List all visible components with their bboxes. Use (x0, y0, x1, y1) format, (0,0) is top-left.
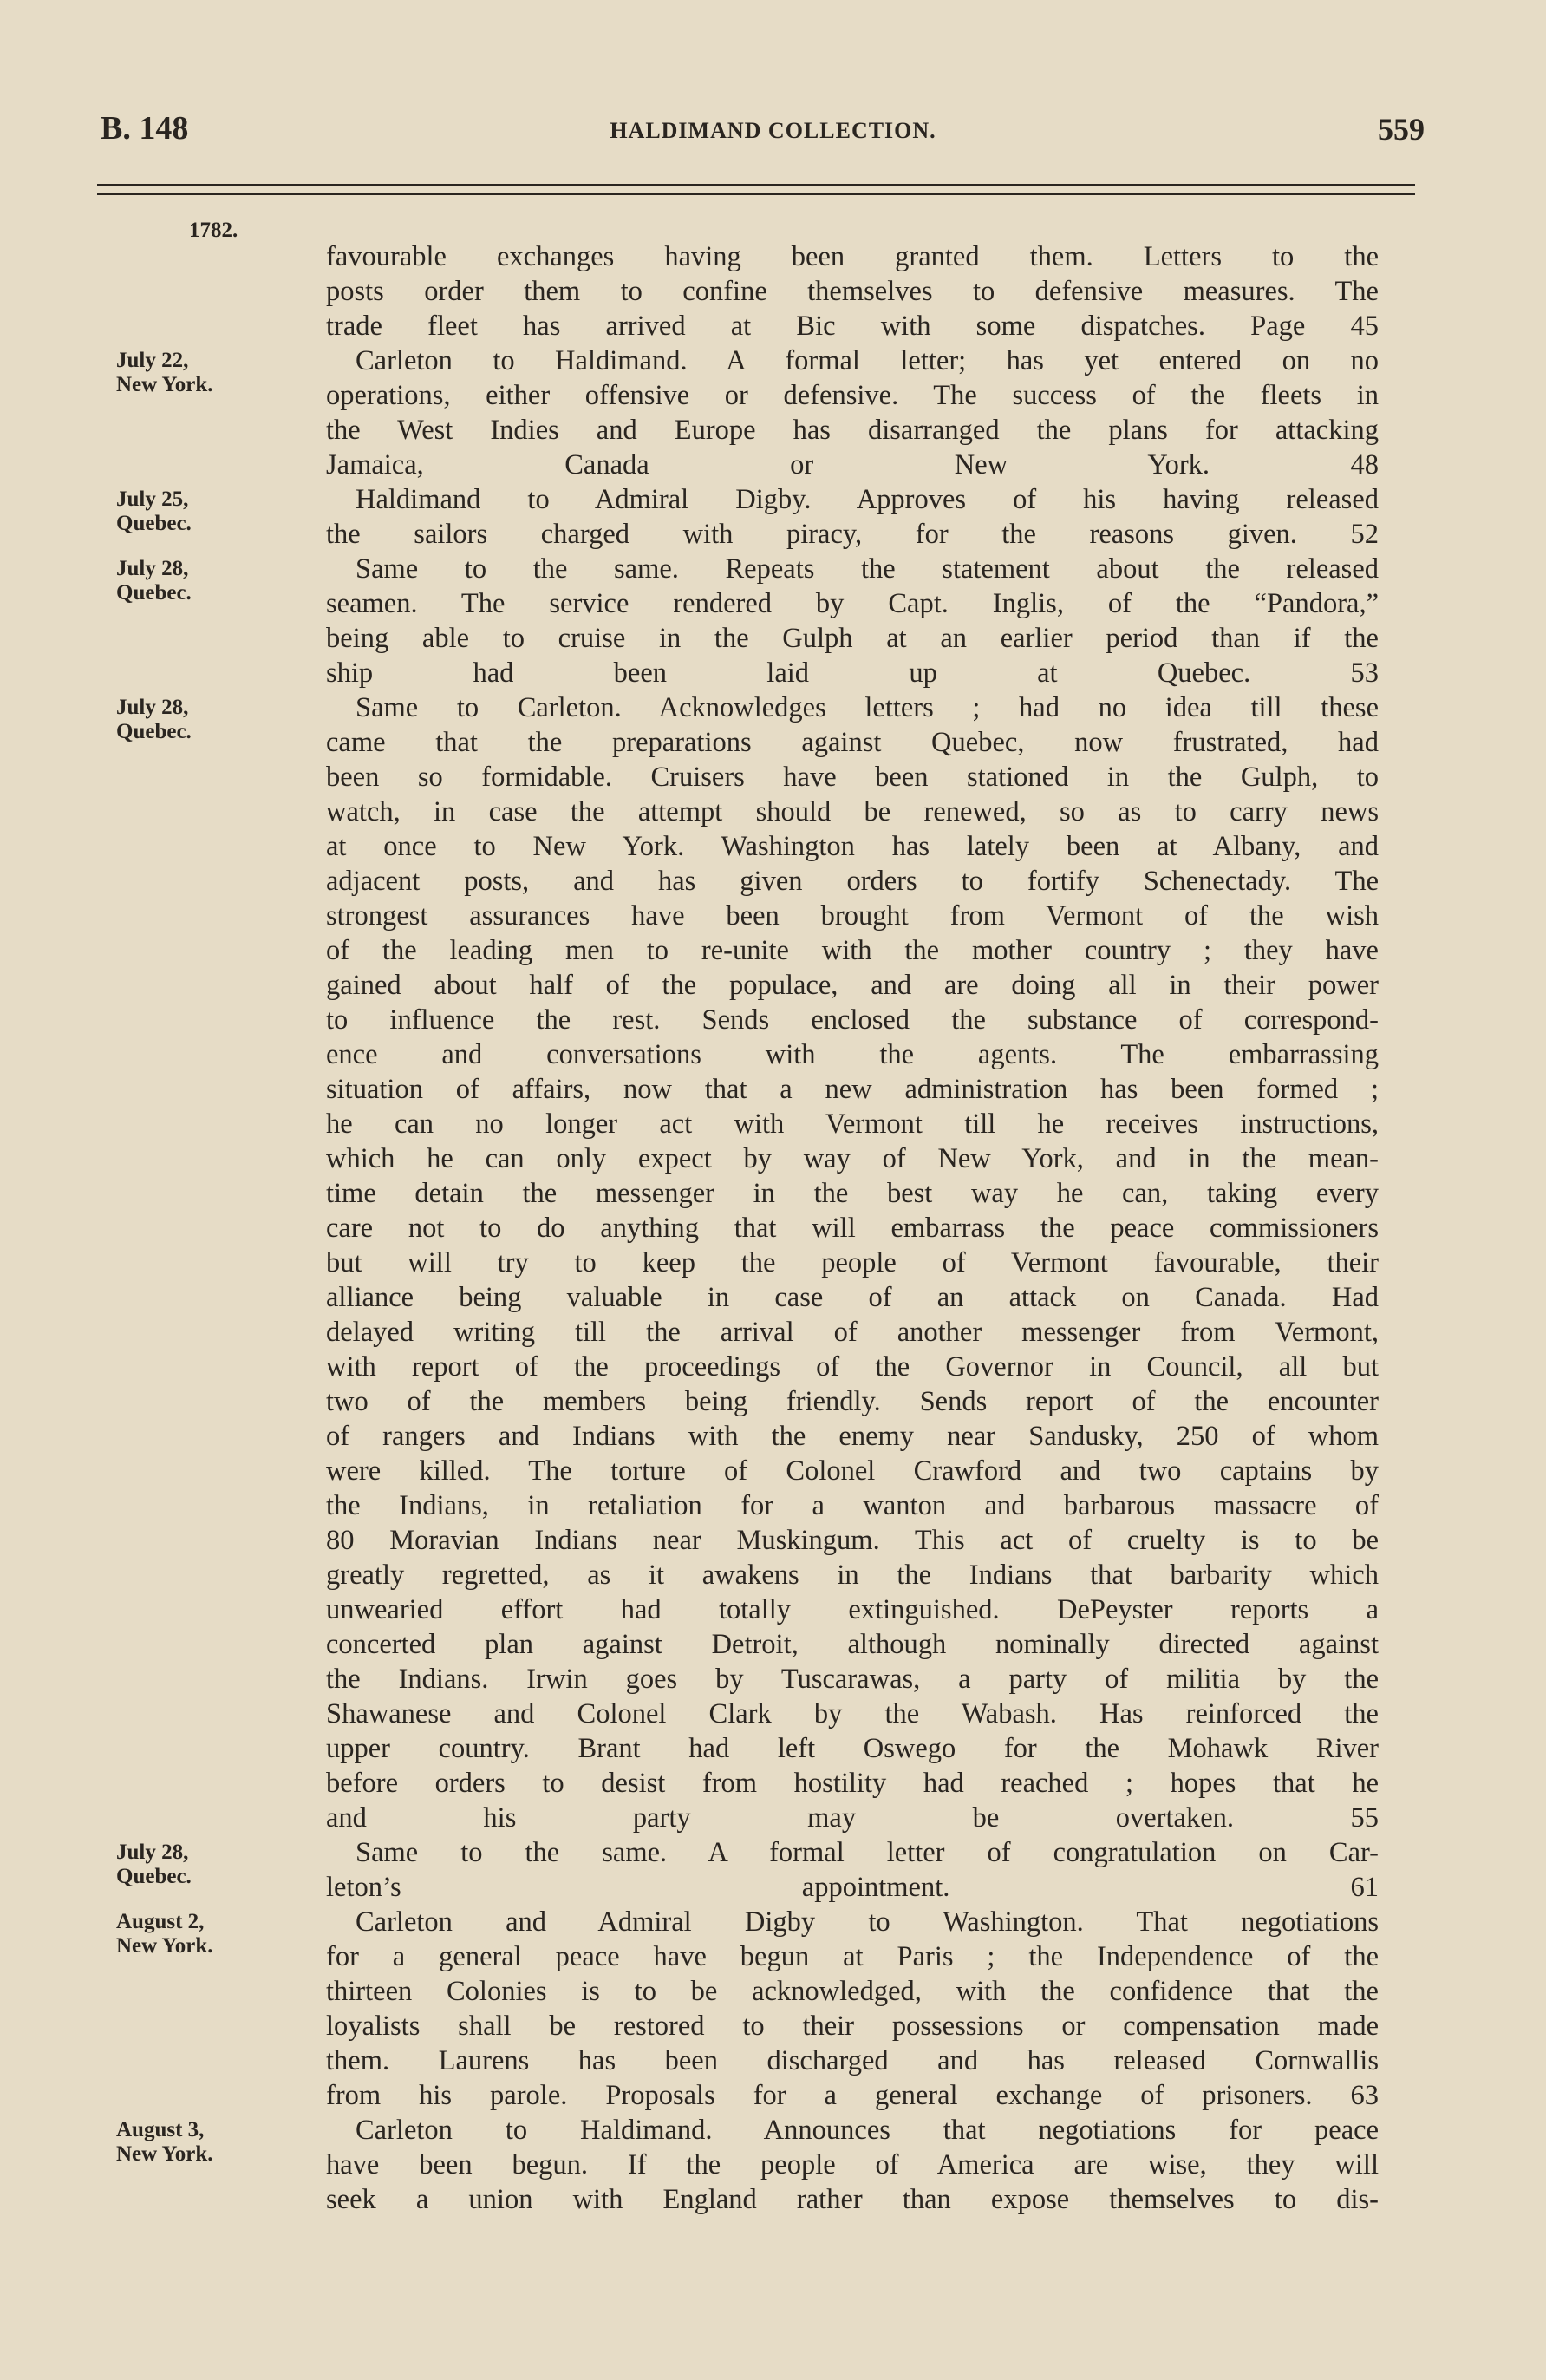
entry-text-line: favourable exchanges having been granted them. Letters to the (326, 241, 1379, 272)
entry-text-line: of rangers and Indians with the enemy near Sandusky, 250 of whom (326, 1421, 1379, 1452)
calendar-entry (0, 552, 1546, 690)
entry-text-line: have been begun. If the people of America are wise, they will (326, 2149, 1379, 2181)
entry-text-line: delayed writing till the arrival of another messenger from Vermont, (326, 1317, 1379, 1348)
entry-date-place: New York. (116, 2142, 213, 2166)
entry-text-line: the West Indies and Europe has disarranged the plans for attacking (326, 415, 1379, 446)
entry-text-line: Shawanese and Colonel Clark by the Wabash. Has reinforced the (326, 1698, 1379, 1729)
entry-text-line: greatly regretted, as it awakens in the Indians that barbarity which (326, 1559, 1379, 1591)
entry-date-place: Quebec. (116, 512, 192, 535)
entry-date (116, 696, 290, 744)
entry-date-place: New York. (116, 373, 213, 396)
entry-date-place: Quebec. (116, 1865, 192, 1888)
entry-text-line: Carleton and Admiral Digby to Washington. That negotiations (356, 1906, 1379, 1938)
entry-text-line: the sailors charged with piracy, for the reasons given. 52 (326, 519, 1379, 550)
entry-date-day: August 3, (116, 2118, 205, 2141)
entry-date-place: New York. (116, 1934, 213, 1958)
entry-date-place: Quebec. (116, 720, 192, 743)
calendar-entries (0, 239, 1546, 2217)
entry-text-line: with report of the proceedings of the Governor in Council, all but (326, 1351, 1379, 1383)
entry-text-line: gained about half of the populace, and are doing all in their power (326, 970, 1379, 1001)
entry-text-line: and his party may be overtaken. 55 (326, 1802, 1379, 1834)
entry-text-line: which he can only expect by way of New York, and in the mean- (326, 1143, 1379, 1174)
entry-text-line: two of the members being friendly. Sends report of the encounter (326, 1386, 1379, 1417)
entry-text-line: ence and conversations with the agents. The embarrassing (326, 1039, 1379, 1070)
year-marker: 1782. (189, 219, 238, 242)
entry-text-line: watch, in case the attempt should be renewed, so as to carry news (326, 796, 1379, 827)
header-rule-thick (97, 193, 1415, 195)
entry-date (116, 2118, 290, 2167)
entry-date-day: July 28, (116, 557, 189, 580)
calendar-entry (0, 482, 1546, 552)
entry-date (116, 1910, 290, 1958)
entry-text-line: ship had been laid up at Quebec. 53 (326, 657, 1379, 689)
running-header (0, 109, 1546, 153)
page-number: 559 (1378, 112, 1425, 147)
entry-text-line: to influence the rest. Sends enclosed the substance of correspond- (326, 1004, 1379, 1036)
calendar-entry (0, 1905, 1546, 2113)
entry-date (116, 349, 290, 397)
entry-text-line: before orders to desist from hostility had reached ; hopes that he (326, 1768, 1379, 1799)
entry-text-line: being able to cruise in the Gulph at an earlier period than if the (326, 623, 1379, 654)
entry-text-line: upper country. Brant had left Oswego for the Mohawk River (326, 1733, 1379, 1764)
entry-text-line: the Indians, in retaliation for a wanton and barbarous massacre of (326, 1490, 1379, 1521)
entry-text-line: Jamaica, Canada or New York. 48 (326, 449, 1379, 481)
calendar-entry (0, 239, 1546, 343)
entry-text-line: alliance being valuable in case of an attack on Canada. Had (326, 1282, 1379, 1313)
calendar-entry (0, 1835, 1546, 1905)
entry-date-day: July 22, (116, 349, 189, 372)
entry-date (116, 487, 290, 536)
entry-text-line: he can no longer act with Vermont till he receives instructions, (326, 1108, 1379, 1140)
entry-text-line: them. Laurens has been discharged and has released Cornwallis (326, 2045, 1379, 2076)
calendar-entry (0, 343, 1546, 482)
entry-date-day: July 25, (116, 487, 189, 511)
entry-text-line: unwearied effort had totally extinguished. DePeyster reports a (326, 1594, 1379, 1625)
entry-text-line: situation of affairs, now that a new administration has been formed ; (326, 1074, 1379, 1105)
entry-text-line: at once to New York. Washington has lately been at Albany, and (326, 831, 1379, 862)
entry-text-line: from his parole. Proposals for a general exchange of prisoners. 63 (326, 2080, 1379, 2111)
entry-text-line: came that the preparations against Quebec, now frustrated, had (326, 727, 1379, 758)
entry-text-line: thirteen Colonies is to be acknowledged, with the confidence that the (326, 1976, 1379, 2007)
entry-text-line: concerted plan against Detroit, although nominally directed against (326, 1629, 1379, 1660)
entry-text-line: been so formidable. Cruisers have been stationed in the Gulph, to (326, 762, 1379, 793)
entry-text-line: Same to the same. A formal letter of congratulation on Car- (356, 1837, 1379, 1868)
entry-text-line: posts order them to confine themselves to defensive measures. The (326, 276, 1379, 307)
entry-text-line: leton’s appointment. 61 (326, 1872, 1379, 1903)
entry-text-line: seamen. The service rendered by Capt. Inglis, of the “Pandora,” (326, 588, 1379, 619)
entry-date (116, 1841, 290, 1889)
entry-text-line: but will try to keep the people of Vermont favourable, their (326, 1247, 1379, 1278)
entry-text-line: loyalists shall be restored to their possessions or compensation made (326, 2011, 1379, 2042)
entry-text-line: of the leading men to re-unite with the mother country ; they have (326, 935, 1379, 966)
entry-date-day: August 2, (116, 1910, 205, 1933)
entry-text-line: care not to do anything that will embarrass the peace commissioners (326, 1213, 1379, 1244)
entry-date (116, 557, 290, 605)
entry-date-day: July 28, (116, 1841, 189, 1864)
entry-text-line: for a general peace have begun at Paris ; the Independence of the (326, 1941, 1379, 1972)
entry-date-day: July 28, (116, 696, 189, 719)
calendar-entry (0, 690, 1546, 1835)
entry-text-line: 80 Moravian Indians near Muskingum. This act of cruelty is to be (326, 1525, 1379, 1556)
calendar-entry (0, 2113, 1546, 2217)
entry-text-line: adjacent posts, and has given orders to fortify Schenectady. The (326, 866, 1379, 897)
entry-text-line: Same to Carleton. Acknowledges letters ; had no idea till these (356, 692, 1379, 723)
entry-text-line: were killed. The torture of Colonel Crawford and two captains by (326, 1455, 1379, 1487)
collection-title: HALDIMAND COLLECTION. (610, 118, 936, 143)
volume-reference: B. 148 (101, 110, 189, 147)
entry-text-line: strongest assurances have been brought from Vermont of the wish (326, 900, 1379, 932)
entry-text-line: Haldimand to Admiral Digby. Approves of his having released (356, 484, 1379, 515)
entry-text-line: the Indians. Irwin goes by Tuscarawas, a party of militia by the (326, 1664, 1379, 1695)
entry-text-line: Carleton to Haldimand. Announces that negotiations for peace (356, 2115, 1379, 2146)
entry-text-line: time detain the messenger in the best way he can, taking every (326, 1178, 1379, 1209)
entry-text-line: trade fleet has arrived at Bic with some dispatches. Page 45 (326, 311, 1379, 342)
entry-text-line: Carleton to Haldimand. A formal letter; has yet entered on no (356, 345, 1379, 376)
entry-text-line: Same to the same. Repeats the statement about the released (356, 553, 1379, 585)
entry-text-line: seek a union with England rather than expose themselves to dis- (326, 2184, 1379, 2215)
entry-date-place: Quebec. (116, 581, 192, 605)
entry-text-line: operations, either offensive or defensive. The success of the fleets in (326, 380, 1379, 411)
header-rule-thin (97, 184, 1415, 186)
